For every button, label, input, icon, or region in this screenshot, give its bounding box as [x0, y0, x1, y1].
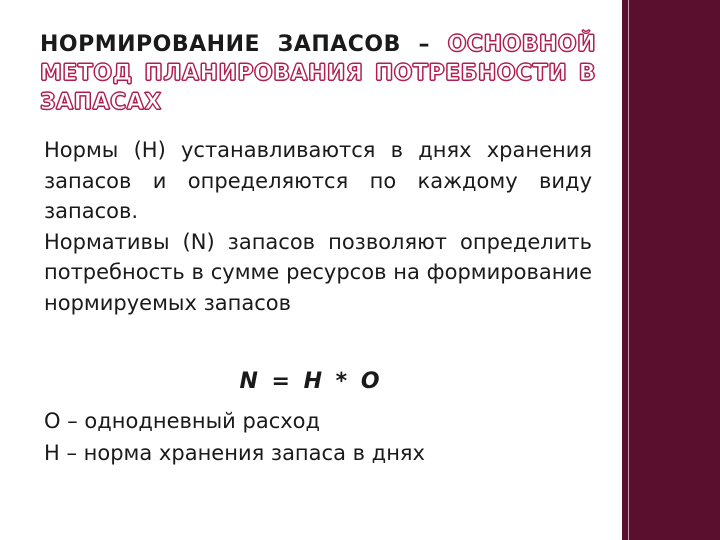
sidebar-divider-line [628, 0, 629, 540]
decorative-sidebar [622, 0, 720, 540]
formula-legend [44, 405, 604, 469]
legend-storage-norm: Н – норма хранения запаса в днях [44, 441, 425, 465]
slide-title [40, 30, 596, 117]
title-dark-part: НОРМИРОВАНИЕ ЗАПАСОВ – [40, 32, 448, 57]
formula: N = Н * О [239, 369, 383, 394]
legend-daily-consumption: О – однодневный расход [44, 409, 321, 433]
title-accent-part: ОСНОВНОЙ МЕТОД ПЛАНИРОВАНИЯ ПОТРЕБНОСТИ В ЗАПАСАХ [40, 32, 596, 115]
standards-paragraph: Нормативы (N) запасов позволяют определить потребность в сумме ресурсов на формирование нормируемых запасов [44, 229, 592, 315]
body-text [44, 135, 592, 318]
norms-paragraph: Нормы (Н) устанавливаются в днях хранения запасов и определяются по каждому виду запасов. [44, 138, 592, 223]
